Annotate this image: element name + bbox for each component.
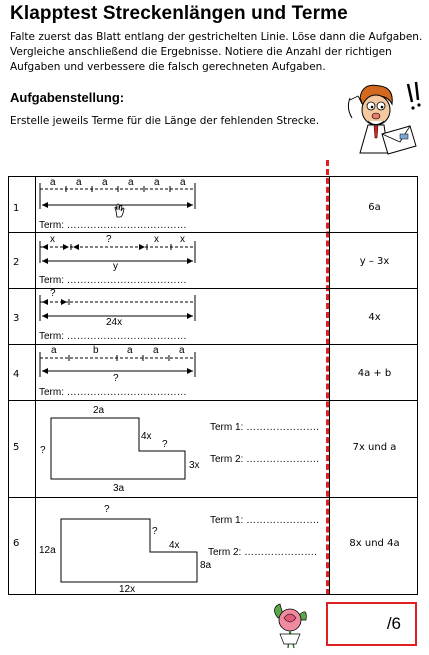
segment-label: ? bbox=[50, 288, 56, 299]
shape-label: 2a bbox=[93, 405, 105, 416]
segment-label: a bbox=[153, 345, 159, 356]
answer: 4x bbox=[368, 312, 381, 323]
segment-label: ? bbox=[113, 373, 119, 384]
table-row bbox=[8, 288, 418, 345]
shape-label: 4x bbox=[141, 431, 152, 442]
intro-text bbox=[10, 30, 423, 75]
shape-figure bbox=[9, 401, 329, 499]
answer: 6a bbox=[368, 202, 381, 213]
row-number: 6 bbox=[13, 538, 20, 549]
rose-icon bbox=[268, 598, 312, 650]
segment-label: 24x bbox=[106, 317, 123, 328]
shape-label: 12x bbox=[119, 584, 136, 595]
shape-label: ? bbox=[40, 445, 46, 456]
table-row bbox=[8, 176, 418, 233]
segment-label: a bbox=[154, 177, 160, 188]
row-number: 2 bbox=[13, 257, 20, 268]
task-heading: Aufgabenstellung: bbox=[10, 90, 125, 105]
score-text: /6 bbox=[386, 614, 401, 633]
task-instruction: Erstelle jeweils Terme für die Länge der fehlenden Strecke. bbox=[10, 115, 320, 127]
intro-line: Aufgaben und verbessere die falsch gerechneten Aufgaben. bbox=[10, 61, 326, 73]
intro-line: Falte zuerst das Blatt entlang der gestrichelten Linie. Löse dann die Aufgaben. bbox=[10, 31, 423, 43]
row-number: 5 bbox=[13, 442, 20, 453]
term-field: Term: ……………………………… bbox=[39, 387, 187, 398]
shape-label: 12a bbox=[39, 545, 56, 556]
segment-label: a bbox=[50, 177, 56, 188]
row-number: 3 bbox=[13, 313, 20, 324]
shape-label: ? bbox=[152, 526, 158, 537]
page-title: Klapptest Streckenlängen und Terme bbox=[10, 3, 348, 24]
term2-field: Term 2: …………………. bbox=[208, 547, 317, 558]
segment-label: x bbox=[180, 234, 185, 245]
table-row bbox=[8, 344, 418, 401]
segment-label: a bbox=[102, 177, 108, 188]
segment-label: a bbox=[179, 345, 185, 356]
cartoon-man-icon bbox=[338, 78, 423, 158]
hand-cursor-icon bbox=[113, 203, 127, 219]
segment-label: ? bbox=[106, 234, 112, 245]
segment-label: a bbox=[76, 177, 82, 188]
term2-field: Term 2: …………………. bbox=[210, 454, 319, 465]
shape-label: 3a bbox=[113, 483, 125, 494]
row-number: 4 bbox=[13, 369, 20, 380]
segment-label: a bbox=[127, 345, 133, 356]
table-row bbox=[8, 400, 418, 498]
segment-label: a bbox=[180, 177, 186, 188]
answer: 8x und 4a bbox=[349, 538, 400, 549]
segment-label: x bbox=[50, 234, 55, 245]
segment-label: a bbox=[51, 345, 57, 356]
segment-label: x bbox=[154, 234, 159, 245]
term-field: Term: ……………………………… bbox=[39, 275, 187, 286]
term-field: Term: ……………………………… bbox=[39, 220, 187, 231]
answer: y – 3x bbox=[359, 256, 390, 267]
shape-label: 8a bbox=[200, 560, 212, 571]
term1-field: Term 1: …………………. bbox=[210, 422, 319, 433]
intro-line: Vergleiche anschließend die Ergebnisse. Notiere die Anzahl der richtigen bbox=[10, 46, 392, 58]
score-box bbox=[326, 602, 417, 646]
answer: 7x und a bbox=[352, 442, 397, 453]
table-row bbox=[8, 232, 418, 289]
term-field: Term: ……………………………… bbox=[39, 331, 187, 342]
term1-field: Term 1: …………………. bbox=[210, 515, 319, 526]
shape-label: 3x bbox=[189, 460, 200, 471]
shape-label: 4x bbox=[169, 540, 180, 551]
segment-label: b bbox=[93, 345, 99, 356]
answer: 4a + b bbox=[357, 368, 392, 379]
row-number: 1 bbox=[13, 203, 20, 214]
table-row bbox=[8, 497, 418, 595]
shape-label: ? bbox=[104, 504, 110, 515]
shape-label: ? bbox=[162, 439, 168, 450]
segment-label: y bbox=[113, 261, 118, 272]
segment-label: a bbox=[128, 177, 134, 188]
